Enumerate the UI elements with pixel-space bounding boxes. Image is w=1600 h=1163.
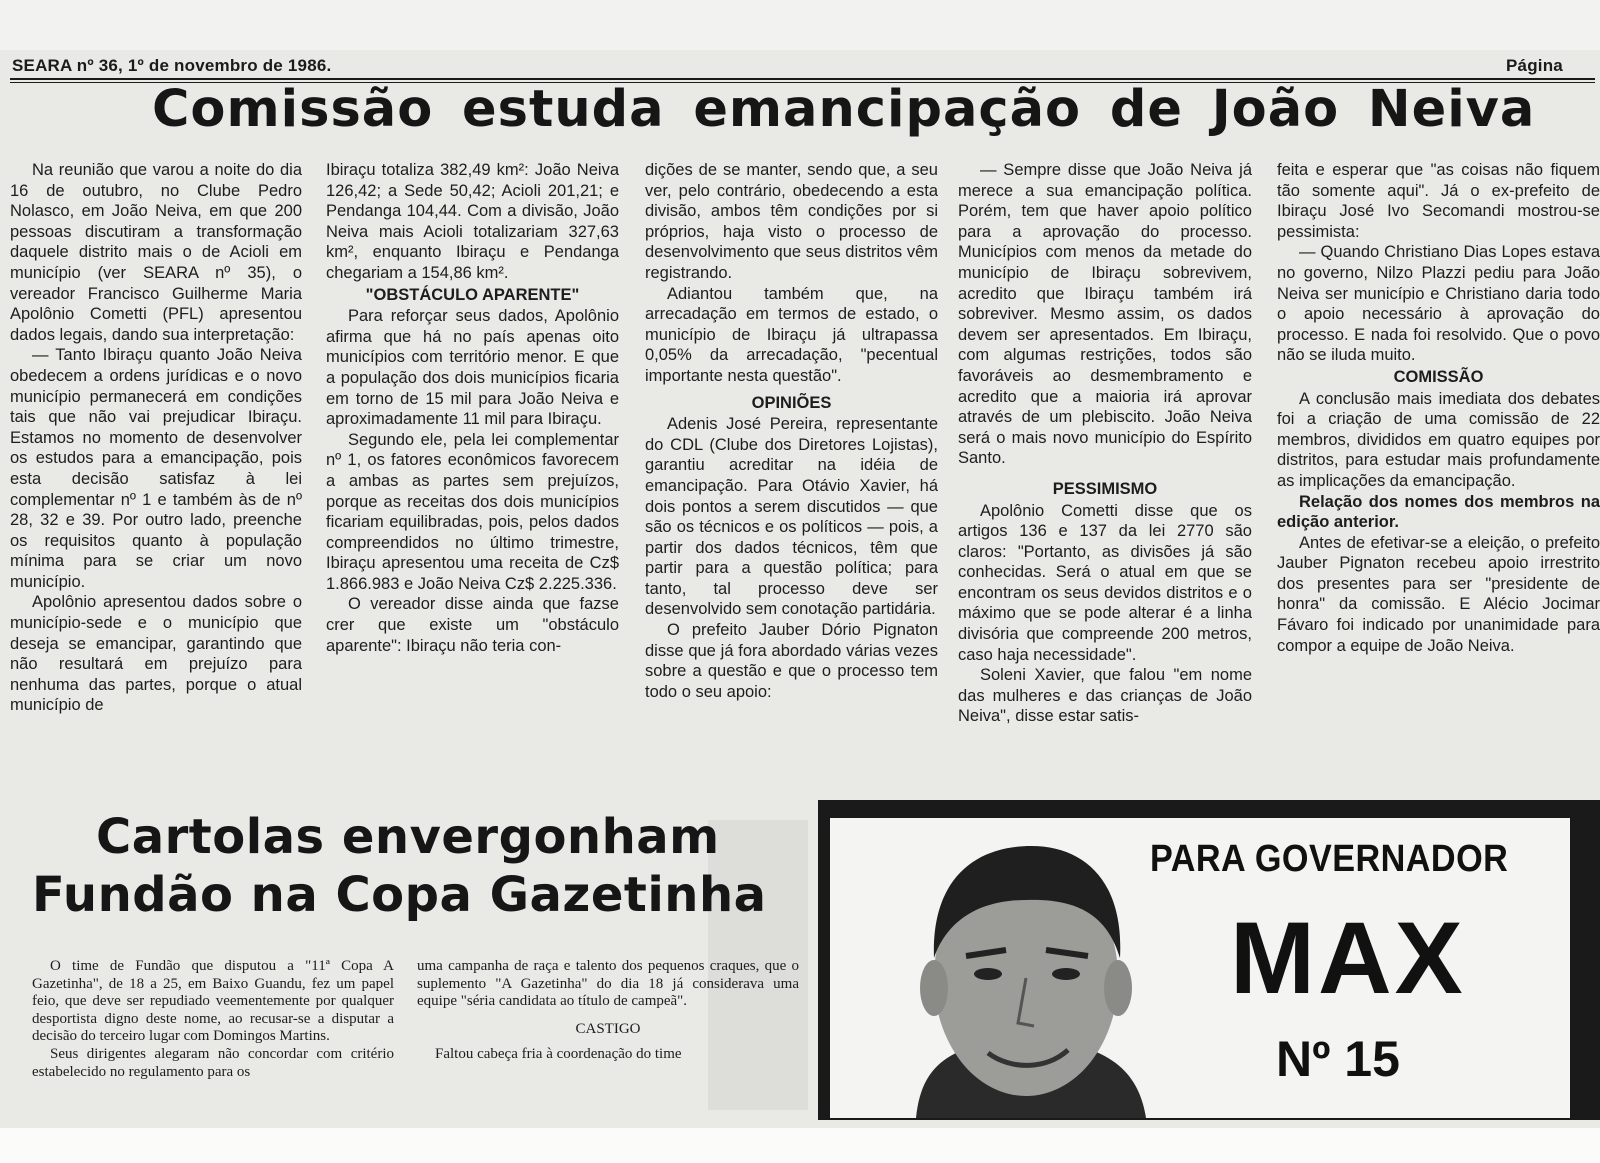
scan-top-margin (0, 0, 1600, 50)
paragraph-bold: Relação dos nomes dos membros na edição anterior. (1277, 492, 1600, 532)
article1-column-4 (958, 160, 1252, 790)
subheading-opinioes: OPINIÕES (751, 393, 832, 412)
paragraph: — Sempre disse que João Neiva já merece a sua emancipação política. Porém, tem que haver apoio político para a aprovação do processo. Municípios com menos da metade do município de Ibiraçu sobrevivem, acredito que Ibiraçu também irá sobreviver. Mesmo assim, os dados devem ser apresentados. Em Ibiraçu, com algumas restrições, todos são favoráveis ao desmembramento e acredito que a maioria irá aprovar através de um plebiscito. João Neiva será o mais novo município do Espírito Santo. (958, 161, 1252, 468)
subheading-comissao: COMISSÃO (1393, 367, 1484, 386)
subheading-obstaculo: "OBSTÁCULO APARENTE" (365, 285, 580, 304)
paragraph: Faltou cabeça fria à coordenação do time (435, 1046, 682, 1063)
paragraph: Adiantou também que, na arrecadação em termos de estado, o município de Ibiraçu já ultrapassa 0,05% da arrecadação, "pecentual importante nesta questão". (645, 284, 938, 385)
article2-column-1 (32, 958, 394, 1108)
paragraph: — Quando Christiano Dias Lopes estava no governo, Nilzo Plazzi pediu para João Neiva ser município e Christiano daria todo o apoio necessário à aprovação do processo. E nada foi resolvido. Que o povo não se iluda muito. (1277, 243, 1600, 365)
masthead-date: SEARA nº 36, 1º de novembro de 1986. (12, 56, 332, 75)
paragraph: dições de se manter, sendo que, a seu ver, pelo contrário, obedecendo a esta divisão, ambos têm condições por si próprios, haja visto o processo de desenvolvimento que seus distritos vêm registrando. (645, 161, 938, 282)
paragraph: Segundo ele, pela lei complementar nº 1, os fatores econômicos favorecem a ambas as partes sem prejuízos, porque as receitas dos dois municípios ficariam equilibradas, pois, pelos dados compreendidos no último trimestre, Ibiraçu apresentou uma receita de Cz$ 1.866.983 e João Neiva Cz$ 2.225.336. (326, 430, 619, 593)
paragraph: O time de Fundão que disputou a "11ª Copa A Gazetinha", de 18 a 25, em Baixo Guandu, fez um papel feio, que deve ser repudiado veementemente por qualquer desportista digno deste nome, ao recusar-se a disputar a decisão do terceiro lugar com Domingos Martins. (32, 958, 394, 1045)
paragraph: Ibiraçu totaliza 382,49 km²: João Neiva 126,42; a Sede 50,42; Acioli 201,21; e Pendanga 104,44. Com a divisão, João Neiva mais Acioli totalizariam 327,63 km², enquanto Ibiraçu e Pendanga chegariam a 154,86 km². (326, 161, 619, 282)
ad-candidate-name: MAX (1230, 901, 1466, 1015)
article1-column-5 (1277, 160, 1600, 790)
paragraph: A conclusão mais imediata dos debates foi a criação de uma comissão de 22 membros, divididos em quatro equipes por distritos, para estudar mais profundamente as implicações da emancipação. (1277, 389, 1600, 490)
paragraph: Apolônio apresentou dados sobre o município-sede e o município que deseja se emancipar, garantindo que não resultará em prejuízo para nenhuma das partes, porque o atual município de (10, 593, 302, 715)
paragraph: Adenis José Pereira, representante do CDL (Clube dos Diretores Lojistas), garantiu acreditar na idéia de emancipação. Para Otávio Xavier, há dois pontos a serem discutidos — que são os técnicos e os políticos — pois, a partir dos dados técnicos, têm que partir para a questão política; para tanto, tal processo deve ser desenvolvido sem conotação partidária. (645, 415, 938, 619)
paragraph: uma campanha de raça e talento dos pequenos craques, que o suplemento "A Gazetinha" do dia 18 já considerava uma equipe "séria candidata ao título de campeã". (417, 958, 799, 1010)
paragraph: Na reunião que varou a noite do dia 16 de outubro, no Clube Pedro Nolasco, em João Neiva, em que 200 pessoas discutiram a transformação daquele distrito mais o de Acioli em município (ver SEARA nº 35), o vereador Francisco Guilherme Maria Apolônio Cometti (PFL) apresentou dados legais, dando sua interpretação: (10, 161, 302, 344)
article1-column-2 (326, 160, 619, 790)
paragraph: O vereador disse ainda que fazse crer que existe um "obstáculo aparente": Ibiraçu não teria con- (326, 595, 619, 655)
article2-headline-line2: Fundão na Copa Gazetinha (32, 867, 767, 923)
paragraph: Soleni Xavier, que falou "em nome das mulheres e das crianças de João Neiva", disse estar satis- (958, 666, 1252, 726)
paragraph: Para reforçar seus dados, Apolônio afirma que há no país apenas oito municípios com território menor. E que a população dos dois municípios ficaria em torno de 15 mil para João Neiva e aproximadamente 11 mil para Ibiraçu. (326, 307, 619, 429)
paragraph: feita e esperar que "as coisas não fiquem tão somente aqui". Já o ex-prefeito de Ibiraçu José Ivo Secomandi mostrou-se pessimista: (1277, 161, 1600, 241)
ad-candidate-number: Nº 15 (1276, 1031, 1400, 1087)
subheading-castigo: CASTIGO (575, 1020, 641, 1037)
paragraph: Antes de efetivar-se a eleição, o prefeito Jauber Pignaton recebeu apoio irrestrito dos presentes para ser "presidente de honra" da comissão. E Alécio Jocimar Fávaro foi indicado por unanimidade para compor a equipe de João Neiva. (1277, 533, 1600, 655)
subheading-pessimismo: PESSIMISMO (1052, 479, 1158, 498)
paragraph: — Tanto Ibiraçu quanto João Neiva obedecem a ordens jurídicas e o novo município permanecerá em condições tais que não vai prejudicar Ibiraçu. Estamos no momento de desenvolver os estudos para a emancipação, pois esta decisão satisfaz à lei complementar nº 1 e também às de nº 28, 32 e 39. Por outro lado, preenche os requisitos quanto à população mínima para se criar um novo município. (10, 346, 302, 591)
article1-column-1 (10, 160, 302, 790)
paragraph: Seus dirigentes alegaram não concordar com critério estabelecido no regulamento para os (32, 1045, 394, 1080)
article2-headline-line1: Cartolas envergonham (96, 809, 720, 865)
paragraph: Apolônio Cometti disse que os artigos 136 e 137 da lei 2770 são claros: "Portanto, as divisões já são conhecidas. Será o atual em que se encontram os seus devidos distritos e o máximo que se pode alterar é a linha divisória que compreende 200 metros, caso haja necessidade". (958, 501, 1252, 664)
article2-headline (32, 808, 812, 924)
paragraph: O prefeito Jauber Dório Pignaton disse que já fora abordado várias vezes sobre a questão e que o processo tem todo o seu apoio: (645, 621, 938, 701)
article1-headline: Comissão estuda emancipação de João Neiva (152, 80, 1536, 139)
article1-column-3 (645, 160, 938, 790)
masthead-page: Página (1506, 56, 1563, 75)
candidate-portrait (876, 838, 1178, 1118)
ad-title: PARA GOVERNADOR (1150, 838, 1509, 880)
scan-bottom-margin (0, 1128, 1600, 1163)
article2-column-2 (417, 958, 799, 1108)
